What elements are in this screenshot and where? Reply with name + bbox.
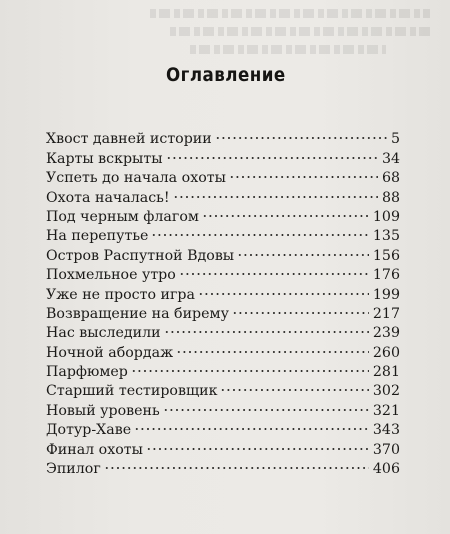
table-of-contents: [46, 124, 400, 478]
toc-entry-title: Нас выследили: [46, 325, 161, 342]
page-title: Оглавление: [166, 64, 286, 86]
toc-entry-page: 5: [390, 131, 400, 148]
dot-leader: [134, 415, 371, 434]
toc-entry-page: 406: [372, 461, 400, 478]
dot-leader: [198, 279, 371, 298]
toc-entry-page: 156: [372, 247, 400, 264]
dot-leader: [202, 202, 371, 221]
dot-leader: [166, 143, 380, 162]
dot-leader: [151, 221, 370, 240]
toc-entry-title: Похмельное утро: [46, 267, 176, 284]
dot-leader: [215, 124, 389, 143]
toc-entry-page: 370: [372, 441, 400, 458]
toc-entry-page: 109: [372, 208, 400, 225]
toc-entry-title: Новый уровень: [46, 402, 160, 419]
toc-entry-title: Возвращение на бирему: [46, 305, 229, 322]
toc-entry-page: 68: [381, 170, 400, 187]
toc-entry-title: Эпилог: [46, 461, 101, 478]
toc-entry-title: Успеть до начала охоты: [46, 170, 226, 187]
dot-leader: [237, 240, 371, 259]
toc-entry-title: Дотур-Хаве: [46, 422, 132, 439]
toc-entry: [46, 124, 400, 148]
toc-entry-title: Хвост давней истории: [46, 131, 212, 148]
toc-entry-title: Финал охоты: [46, 441, 143, 458]
toc-entry-page: 260: [372, 344, 400, 361]
toc-entry-page: 302: [372, 383, 400, 400]
dot-leader: [173, 182, 380, 201]
toc-entry-title: Под черным флагом: [46, 208, 199, 225]
dot-leader: [104, 454, 371, 473]
show-through-text: [150, 0, 430, 70]
toc-entry-page: 343: [372, 422, 400, 439]
toc-entry-title: Уже не просто игра: [46, 286, 195, 303]
dot-leader: [131, 357, 371, 376]
toc-entry-title: На перепутье: [46, 228, 149, 245]
toc-entry-page: 321: [372, 402, 400, 419]
toc-entry-title: Ночной абордаж: [46, 344, 174, 361]
toc-entry-page: 281: [372, 364, 400, 381]
toc-entry-page: 135: [372, 228, 400, 245]
dot-leader: [164, 318, 371, 337]
toc-entry-page: 239: [372, 325, 400, 342]
dot-leader: [229, 163, 380, 182]
toc-entry-page: 176: [372, 267, 400, 284]
dot-leader: [176, 337, 371, 356]
dot-leader: [232, 299, 371, 318]
toc-entry-page: 199: [372, 286, 400, 303]
dot-leader: [163, 395, 371, 414]
dot-leader: [220, 376, 370, 395]
toc-entry-title: Парфюмер: [46, 364, 128, 381]
toc-entry-title: Остров Распутной Вдовы: [46, 247, 235, 264]
toc-entry-page: 34: [381, 150, 400, 167]
dot-leader: [146, 434, 371, 453]
toc-entry-page: 88: [381, 189, 400, 206]
toc-entry-title: Охота началась!: [46, 189, 170, 206]
toc-entry-page: 217: [372, 305, 400, 322]
toc-entry-title: Старший тестировщик: [46, 383, 218, 400]
dot-leader: [179, 260, 371, 279]
toc-entry-title: Карты вскрыты: [46, 150, 163, 167]
